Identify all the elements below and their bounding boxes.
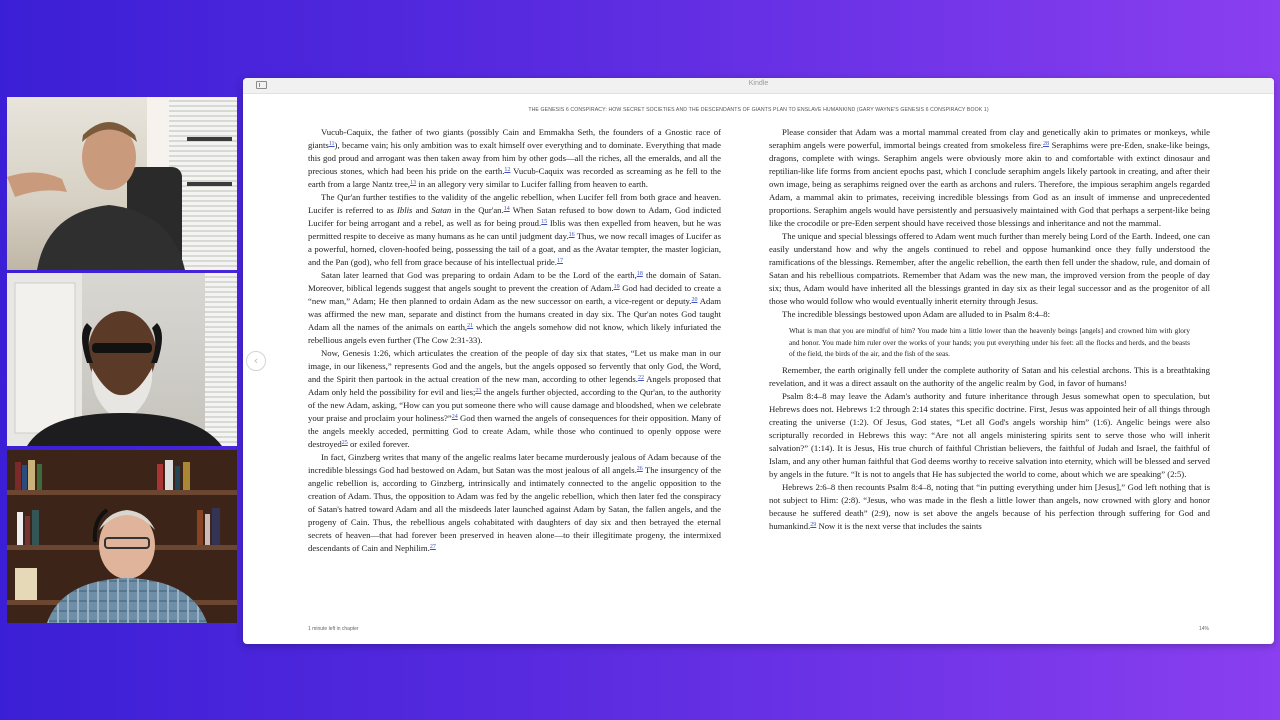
paragraph (769, 481, 1210, 533)
book-running-header: THE GENESIS 6 CONSPIRACY: HOW SECRET SOCIETIES AND THE DESCENDANTS OF GIANTS PLAN TO ENSLAVE HUMANKIND (GARY WAYNE'S GENESIS 6 CONSPIRACY BOOK 1) (528, 107, 989, 113)
footnote-link[interactable]: 13 (410, 180, 417, 186)
text-run: Adam was affirmed the new man, separate and distinct from the humans created in day six. The Qur'an notes God taught Adam all the names of the animals on earth, (308, 296, 721, 332)
text-run: Seraphims were pre-Eden, snake-like beings, dragons, complete with wings. Seraphim angels were obviously more akin to and comfortable with extinct dinosaur and reptilian-like life forms from ancient epochs past, which I conclude seraphim angels likely partook in creating, and after their own image, being as seraphims reigned over the earth as archons and rulers. Therefore, the impious seraphim angels regarded Adam, a mammal akin to primates, receiving incredible blessings from God as an insult of immense and unprecedented proportions. Seraphim angels would have persistently and persuasively maintained with God that perhaps a serpent-like being like the crocodile or pre-Eden serpent should have received those blessings and inheritance and not the mammal. (769, 140, 1210, 228)
text-run: in an allegory very similar to Lucifer falling from heaven to earth. (416, 179, 648, 189)
italic-term: Satan (431, 205, 452, 215)
text-run: Hebrews 2:6–8 then recounts Psalm 8:4–8, noting that “in putting everything under him [Jesus],” God left nothing that is not subject to Him: (2:8). “Jesus, who was made in the flesh a little lower than angels, now crowned with glory and honor because he suffered death” (2:9), now is set above the angels because of his perfection through suffering for God and humankind. (769, 481, 1210, 531)
page-column-left (308, 126, 721, 555)
participant-1-figure (7, 97, 237, 270)
book-progress-percent: 14% (1198, 626, 1209, 632)
text-run: In fact, Ginzberg writes that many of the angelic realms later became murderously jealous of Adam because of the incredible blessings God had bestowed on Adam, but Satan was the most jealous of all angels. (308, 452, 721, 475)
italic-term: Iblis (396, 205, 413, 215)
footnote-link[interactable]: 21 (467, 323, 474, 329)
text-run: The incredible blessings bestowed upon Adam are alluded to in Psalm 8:4–8: (782, 309, 1051, 319)
footnote-link[interactable]: 25 (341, 440, 348, 446)
video-feed-participant-2[interactable] (7, 273, 237, 446)
text-run: Angels proposed that Adam only held the possibility for evil and lies; (308, 374, 721, 397)
footnote-link[interactable]: 17 (556, 258, 563, 264)
footnote-link[interactable]: 15 (541, 219, 548, 225)
paragraph (308, 347, 721, 451)
paragraph (769, 230, 1210, 308)
text-run: The insurgency of the angelic rebellion is, according to Ginzberg, intrinsically and intimately connected to the angelic opposition to the creation of Adam. Thus, the opposition to Adam was fed by the angelic rebellion, which then later fed the conspiracy of Satan's hatred toward Adam and all the misdeeds later launched against Adam by Satan, the fallen angels, and the progeny of Cain. Thus, the rebellious angels cohabitated with daughters of day six and then betrayed the eternal secrets of heaven—that had forever been preserved in heaven alone—to their illegitimate progeny, the intermixed descendants of Cain and Nephilim. (308, 465, 721, 553)
text-run: Vucub-Caquix, the father of two giants (possibly Cain and Emmakha Seth, the founders of a Gnostic race of giants (308, 127, 721, 150)
text-run: Now it is the next verse that includes the saints (816, 520, 982, 531)
text-run: Vucub-Caquix was recorded as screaming as he fell to the earth from a large Nantz tree, (308, 166, 721, 189)
block-quote (789, 325, 1190, 360)
footnote-link[interactable]: 27 (429, 544, 436, 550)
footnote-link[interactable]: 23 (475, 388, 482, 394)
footnote-link[interactable]: 18 (636, 271, 643, 277)
paragraph (308, 191, 721, 269)
text-run: The Qur'an further testifies to the validity of the angelic rebellion, when Lucifer fell from both grace and heaven. Lucifer is referred to as (308, 192, 721, 215)
page-column-right (769, 126, 1210, 533)
participant-2-figure (7, 273, 237, 446)
text-run: which the angels somehow did not know, which likely infuriated the rebellious angels even further (The Cow 2:31-33). (308, 322, 721, 345)
text-run: and (412, 205, 432, 215)
bookshelf-background (7, 450, 237, 623)
paragraph (308, 451, 721, 555)
text-run: Psalm 8:4–8 may leave the Adam's authority and future inheritance through Jesus somewhat open to speculation, but Hebrews does not. Hebrews 1:2 through 2:14 states this specific doctrine. First, Jesus was appointed heir of all things through creating the universe (1:2). Of Jesus, God states, “Let all God's angels worship him” (1:6). Angelic beings were also scripturally recorded in Hebrews this way: “Are not all angels ministering spirits sent to serve those who will inherit salvation?” (1:14). It is Jesus, His true church of faithful Christian believers, the faithful of Judah and Israel, the faithful of Islam, and any other human faithful that God deems worthy to receive salvation into eternity, which will be blessed and served by angels in the future. “It is not to angels that He has subjected the world to come, about which we are speaking” (2:5). (769, 390, 1210, 479)
paragraph (308, 269, 721, 347)
text-run: Please consider that Adam was a mortal mammal created from clay and genetically akin to primates or monkeys, while seraphim angels were powerful, immortal beings created from smokeless fire. (769, 127, 1210, 150)
text-run: Remember, the earth originally fell under the complete authority of Satan and his celestial archons. This is a breathtaking revelation, and it was a direct assault on the authority of the angelic realm by God, in favor of humans! (769, 364, 1210, 388)
text-run: the domain of Satan. Moreover, biblical legends suggest that angels sought to prevent the creation of Adam. (308, 270, 721, 293)
paragraph (308, 126, 721, 191)
footnote-link[interactable]: 12 (504, 167, 511, 173)
text-run: God then warned the angels of consequences for their opposition. Many of the angels meekly acceded, permitting God to create Adam, while those who continued to openly oppose were destroyed (308, 413, 721, 449)
text-run: the angels further objected, according to the Qur'an, to the authority of the new Adam, asking, “How can you put someone there who will cause damage and bloodshed, when we celebrate your praise and proclaim your holiness?” (308, 387, 721, 423)
text-run: God had decided to create a “new man,” Adam; He then planned to ordain Adam as the new successor on earth, a vice-regent or deputy. (308, 283, 721, 306)
text-run: Thus, we now recall images of Lucifer as a powerful, horned, cloven-hoofed being, possessing the tail of a goat, and as the Avatar tempter, the master logician, and the Pan (god), who fell from grace because of his intellectual pride. (308, 231, 721, 267)
text-run: Iblis was then expelled from heaven, but he was permitted respite to deceive as many humans as he can until judgment day. (308, 218, 722, 241)
chapter-progress-text: 1 minute left in chapter (308, 626, 359, 632)
text-run: Satan later learned that God was preparing to ordain Adam to be the Lord of the earth, (321, 270, 637, 280)
footnote-link[interactable]: 11 (328, 141, 335, 147)
kindle-window (243, 78, 1274, 644)
title-bar (243, 78, 1274, 94)
app-title: Kindle (748, 80, 769, 87)
text-run: in the Qur'an. (451, 205, 504, 215)
paragraph (769, 364, 1210, 390)
footnote-link[interactable]: 28 (1043, 141, 1050, 147)
text-run: Now, Genesis 1:26, which articulates the creation of the people of day six that states, “Let us make man in our image, in our likeness,” represents God and the angels, but the angels opposed so fervently that only God, the Word, and the Spirit then partook in the actual creation of the new man, according to other legends. (308, 348, 721, 384)
video-feed-participant-3[interactable] (7, 450, 237, 623)
footnote-link[interactable]: 24 (451, 414, 458, 420)
paragraph (769, 126, 1210, 230)
previous-page-button[interactable] (246, 351, 266, 371)
footnote-link[interactable]: 19 (613, 284, 620, 290)
text-run: or exiled forever. (347, 439, 410, 449)
footnote-link[interactable]: 14 (503, 206, 510, 212)
footnote-link[interactable]: 29 (810, 521, 817, 528)
footnote-link[interactable]: 16 (568, 232, 575, 238)
text-run: ), became vain; his only ambition was to exalt himself over everything and to dominate. Everything that made this god proud and arrogant was then taken away from him by other gods—all the riches, all the emeralds, and all the precious stones, which had been his pride on the earth. (308, 140, 721, 176)
footnote-link[interactable]: 20 (691, 297, 698, 303)
text-run: When Satan refused to bow down to Adam, God indicted Lucifer for being arrogant and a rebel, as well as for being proud. (308, 205, 722, 228)
video-feed-participant-1[interactable] (7, 97, 237, 270)
paragraph (769, 308, 1210, 321)
paragraph (769, 390, 1210, 481)
footnote-link[interactable]: 22 (637, 375, 644, 381)
footnote-link[interactable]: 26 (636, 466, 643, 472)
text-run: What is man that you are mindful of him? You made him a little lower than the heavenly beings [angels] and crowned him with glory and honor. You made him ruler over the works of your hands; you put everything under his feet: all the flocks and herds, and the beasts of the field, the birds of the air, and the fish of the seas. (789, 326, 1190, 358)
text-run: The unique and special blessings offered to Adam went much further than merely being Lord of the Earth. Indeed, one can easily understand how and why the angels continued to rebel and oppose humankind once they fully understood the ramifications of the blessings. Remember, after the angelic rebellion, the earth then fell under the shadow, rule, and domain of Satan and his rebellious compatriots. Remember that Adam was the new man, the improved version from the people of day six; thus, Adam would have inherited all the blessings granted in day six as their legal successor and as the progenitor of all those who would follow who would eventually inherit eternity through Jesus. (769, 231, 1210, 306)
chevron-left-icon: ‹ (253, 354, 259, 367)
